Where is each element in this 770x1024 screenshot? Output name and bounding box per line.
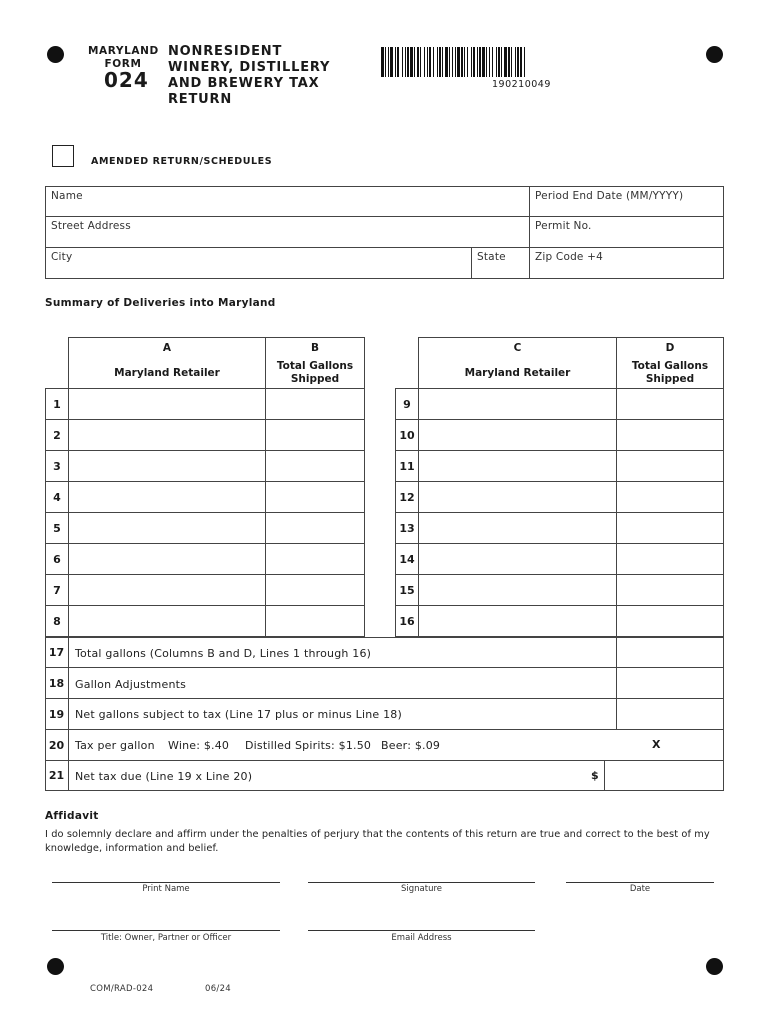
row-number-cell: 7 (45, 574, 69, 606)
row-number-cell: 2 (45, 419, 69, 451)
line-19-amount[interactable] (616, 698, 724, 730)
retailer-input-a[interactable] (68, 512, 266, 544)
retailer-input-c[interactable] (418, 481, 617, 513)
title-line: NONRESIDENT (168, 44, 283, 59)
date-line[interactable] (566, 882, 714, 883)
title-line: WINERY, DISTILLERY (168, 60, 331, 75)
gallons-input-b[interactable] (265, 543, 365, 575)
name-field[interactable] (45, 186, 530, 217)
retailer-input-c[interactable] (418, 450, 617, 482)
col-a-header (68, 337, 266, 389)
form-number: 024 (104, 68, 149, 92)
line-21-number: 21 (48, 769, 65, 782)
email-label: Email Address (391, 933, 452, 943)
retailer-input-a[interactable] (68, 481, 266, 513)
street-address-field[interactable] (45, 216, 530, 248)
line-17-amount[interactable] (616, 637, 724, 668)
gallons-input-b[interactable] (265, 450, 365, 482)
permit-no-label: Permit No. (535, 220, 592, 232)
name-label: Name (51, 190, 83, 202)
line-number-divider (68, 637, 69, 791)
retailer-input-c[interactable] (418, 574, 617, 606)
row-number-cell: 3 (45, 450, 69, 482)
line-21-dollar-sign: $ (591, 769, 599, 782)
retailer-input-c[interactable] (418, 419, 617, 451)
city-label: City (51, 251, 73, 263)
gallons-input-b[interactable] (265, 388, 365, 420)
date-label: Date (629, 884, 651, 894)
row-number-cell: 15 (395, 574, 419, 606)
line-21-amount[interactable] (604, 760, 724, 791)
row-number-cell: 16 (395, 605, 419, 637)
line-20-beer-rate: Beer: $.09 (381, 739, 441, 752)
signature-line[interactable] (308, 882, 535, 883)
form-title (168, 44, 330, 108)
line-19-label: Net gallons subject to tax (Line 17 plus or minus Line 18) (75, 708, 402, 721)
gallons-input-d[interactable] (616, 512, 724, 544)
row-number-cell: 1 (45, 388, 69, 420)
col-b-label-line1: Total Gallons (276, 360, 354, 372)
gallons-input-b[interactable] (265, 605, 365, 637)
col-d-label-line1: Total Gallons (631, 360, 709, 372)
summary-title: Summary of Deliveries into Maryland (45, 297, 276, 309)
row-number-cell: 12 (395, 481, 419, 513)
gallons-input-d[interactable] (616, 419, 724, 451)
permit-no-field[interactable] (529, 216, 724, 248)
barcode (381, 47, 681, 90)
period-end-date-field[interactable] (529, 186, 724, 217)
title-line: RETURN (168, 92, 233, 107)
barcode-bar (525, 47, 526, 77)
gallons-input-d[interactable] (616, 543, 724, 575)
col-d-label-line2: Shipped (645, 373, 695, 385)
line-20-label: Tax per gallon (75, 739, 155, 752)
email-line[interactable] (308, 930, 535, 931)
line-19-number: 19 (48, 707, 65, 721)
gallons-input-b[interactable] (265, 419, 365, 451)
revision-date: 06/24 (205, 984, 231, 994)
line-20-number: 20 (48, 738, 65, 752)
row-number-cell: 6 (45, 543, 69, 575)
state-label: State (477, 251, 506, 263)
retailer-input-a[interactable] (68, 574, 266, 606)
line-17-label: Total gallons (Columns B and D, Lines 1 through 16) (75, 647, 372, 660)
retailer-input-c[interactable] (418, 388, 617, 420)
retailer-input-a[interactable] (68, 605, 266, 637)
col-d-header (616, 337, 724, 389)
line-20-multiply: X (652, 738, 661, 751)
row-number-cell: 8 (45, 605, 69, 637)
barcode-number: 19021004​9 (492, 79, 551, 90)
gallons-input-b[interactable] (265, 574, 365, 606)
gallons-input-d[interactable] (616, 605, 724, 637)
retailer-input-c[interactable] (418, 512, 617, 544)
retailer-input-a[interactable] (68, 543, 266, 575)
col-d-letter: D (665, 342, 675, 354)
retailer-input-c[interactable] (418, 543, 617, 575)
gallons-input-d[interactable] (616, 481, 724, 513)
line-18-label: Gallon Adjustments (75, 678, 187, 691)
line-17-number: 17 (48, 646, 65, 659)
city-field[interactable] (45, 247, 472, 279)
retailer-input-a[interactable] (68, 450, 266, 482)
title-line-field[interactable] (52, 930, 280, 931)
title-line: AND BREWERY TAX (168, 76, 320, 91)
line-18-amount[interactable] (616, 667, 724, 699)
col-c-header (418, 337, 617, 389)
gallons-input-d[interactable] (616, 388, 724, 420)
state-field[interactable] (471, 247, 530, 279)
form-label: FORM (104, 58, 142, 70)
line-18-number: 18 (48, 676, 65, 690)
registration-mark-bottom-right (706, 958, 723, 975)
registration-mark-top-left (47, 46, 64, 63)
registration-mark-bottom-left (47, 958, 64, 975)
period-end-date-label: Period End Date (MM/YYYY) (535, 190, 684, 202)
title-label: Title: Owner, Partner or Officer (100, 933, 232, 943)
retailer-input-a[interactable] (68, 419, 266, 451)
col-b-label-line2: Shipped (290, 373, 340, 385)
row-number-cell: 10 (395, 419, 419, 451)
amended-checkbox[interactable] (52, 145, 74, 167)
col-c-letter: C (513, 342, 522, 354)
form-code: COM/RAD-024 (90, 984, 154, 994)
col-c-label: Maryland Retailer (464, 367, 571, 379)
line-21-label: Net tax due (Line 19 x Line 20) (75, 770, 253, 783)
street-address-label: Street Address (51, 220, 131, 232)
col-b-letter: B (310, 342, 319, 354)
print-name-label: Print Name (142, 884, 190, 894)
registration-mark-top-right (706, 46, 723, 63)
affidavit-title: Affidavit (45, 810, 99, 822)
line-20-spirits-rate: Distilled Spirits: $1.50 (245, 739, 372, 752)
signature-label: Signature (400, 884, 442, 894)
row-number-cell: 5 (45, 512, 69, 544)
gallons-input-d[interactable] (616, 450, 724, 482)
col-a-letter: A (162, 342, 172, 354)
retailer-input-c[interactable] (418, 605, 617, 637)
col-a-label: Maryland Retailer (114, 367, 220, 379)
col-b-header (265, 337, 365, 389)
print-name-line[interactable] (52, 882, 280, 883)
row-number-cell: 14 (395, 543, 419, 575)
zip-label: Zip Code +4 (535, 251, 604, 263)
retailer-input-a[interactable] (68, 388, 266, 420)
gallons-input-b[interactable] (265, 512, 365, 544)
gallons-input-d[interactable] (616, 574, 724, 606)
row-number-cell: 11 (395, 450, 419, 482)
gallons-input-b[interactable] (265, 481, 365, 513)
state-name: MARYLAND (88, 45, 159, 57)
affidavit-text: I do solemnly declare and affirm under the penalties of perjury that the contents of this return are true and correct to the best of my knowledge, information and belief. (45, 829, 710, 854)
zip-field[interactable] (529, 247, 724, 279)
row-number-cell: 13 (395, 512, 419, 544)
line-20-wine-rate: Wine: $.40 (168, 739, 230, 752)
amended-label: AMENDED RETURN/SCHEDULES (91, 156, 273, 167)
row-number-cell: 9 (395, 388, 419, 420)
barcode-bars (381, 47, 681, 77)
row-number-cell: 4 (45, 481, 69, 513)
